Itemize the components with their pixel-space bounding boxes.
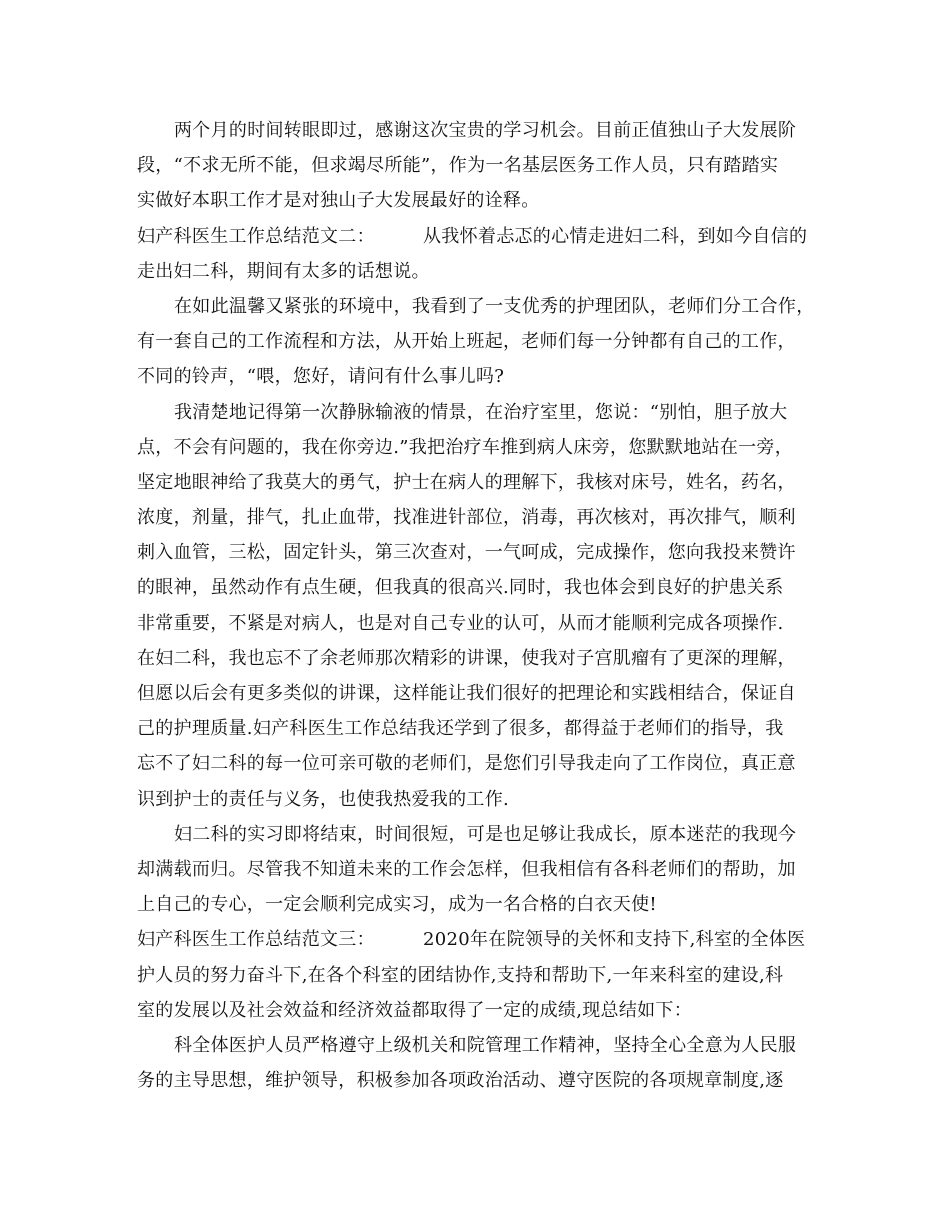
text-line: 在妇二科，我也忘不了余老师那次精彩的讲课，使我对子宫肌瘤有了更深的理解， bbox=[137, 647, 796, 669]
text-line: 非常重要，不紧是对病人，也是对自己专业的认可，从而才能顺利完成各项操作. bbox=[137, 612, 784, 634]
document-body bbox=[137, 113, 823, 1098]
text-line: 识到护士的责任与义务，也使我热爱我的工作. bbox=[137, 788, 510, 810]
text-line: 有一套自己的工作流程和方法，从开始上班起，老师们每一分钟都有自己的工作， bbox=[137, 331, 796, 353]
text-line: 段，“不求无所不能，但求竭尽所能”，作为一名基层医务工作人员，只有踏踏实 bbox=[137, 155, 779, 177]
section-heading-label: 妇产科医生工作总结范文三： bbox=[137, 929, 375, 951]
section-heading-label: 妇产科医生工作总结范文二： bbox=[137, 225, 375, 247]
text-line: 科全体医护人员严格遵守上级机关和院管理工作精神，坚持全心全意为人民服 bbox=[174, 1034, 797, 1056]
text-line: 实做好本职工作才是对独山子大发展最好的诠释。 bbox=[137, 190, 540, 212]
text-line: 我清楚地记得第一次静脉输液的情景，在治疗室里，您说：“别怕，胆子放大 bbox=[174, 401, 788, 423]
text-line: 但愿以后会有更多类似的讲课，这样能让我们很好的把理论和实践相结合，保证自 bbox=[137, 683, 796, 704]
text-line: 浓度，剂量，排气，扎止血带，找准进针部位，消毒，再次核对，再次排气，顺利 bbox=[137, 507, 796, 529]
text-line: 坚定地眼神给了我莫大的勇气，护士在病人的理解下，我核对床号，姓名，药名， bbox=[137, 471, 796, 493]
text-line: 的眼神，虽然动作有点生硬，但我真的很高兴.同时，我也体会到良好的护患关系 bbox=[137, 577, 784, 599]
text-line: 点，不会有问题的，我在你旁边.”我把治疗车推到病人床旁，您默默地站在一旁， bbox=[137, 436, 794, 458]
text-line: 在如此温馨又紧张的环境中，我看到了一支优秀的护理团队，老师们分工合作， bbox=[174, 295, 815, 317]
text-line: 刺入血管，三松，固定针头，第三次查对，一气呵成，完成操作，您向我投来赞许 bbox=[137, 542, 796, 564]
text-line: 室的发展以及社会效益和经济效益都取得了一定的成绩,现总结如下： bbox=[137, 999, 693, 1021]
text-line: 走出妇二科，期间有太多的话想说。 bbox=[137, 260, 430, 282]
text-line: 妇二科的实习即将结束，时间很短，可是也足够让我成长，原本迷茫的我现今 bbox=[174, 823, 797, 845]
section-heading-text: 2020年在院领导的关怀和支持下,科室的全体医 bbox=[423, 929, 806, 951]
text-line: 不同的铃声，“喂，您好，请问有什么事儿吗? bbox=[137, 366, 505, 388]
text-line: 却满载而归。尽管我不知道未来的工作会怎样，但我相信有各科老师们的帮助，加 bbox=[137, 858, 796, 880]
text-line: 护人员的努力奋斗下,在各个科室的团结协作,支持和帮助下,一年来科室的建设,科 bbox=[137, 964, 784, 986]
text-line: 务的主导思想，维护领导，积极参加各项政治活动、遵守医院的各项规章制度,逐 bbox=[137, 1070, 784, 1092]
text-line: 忘不了妇二科的每一位可亲可敬的老师们，是您们引导我走向了工作岗位，真正意 bbox=[137, 753, 796, 775]
section-heading-text: 从我怀着忐忑的心情走进妇二科，到如今自信的 bbox=[423, 225, 808, 247]
text-line: 上自己的专心，一定会顺利完成实习，成为一名合格的白衣天使! bbox=[137, 894, 657, 916]
text-line: 两个月的时间转眼即过，感谢这次宝贵的学习机会。目前正值独山子大发展阶 bbox=[174, 120, 797, 141]
section-heading-2 bbox=[137, 219, 823, 254]
section-heading-3 bbox=[137, 922, 823, 957]
text-line: 己的护理质量.妇产科医生工作总结我还学到了很多，都得益于老师们的指导，我 bbox=[137, 718, 784, 740]
